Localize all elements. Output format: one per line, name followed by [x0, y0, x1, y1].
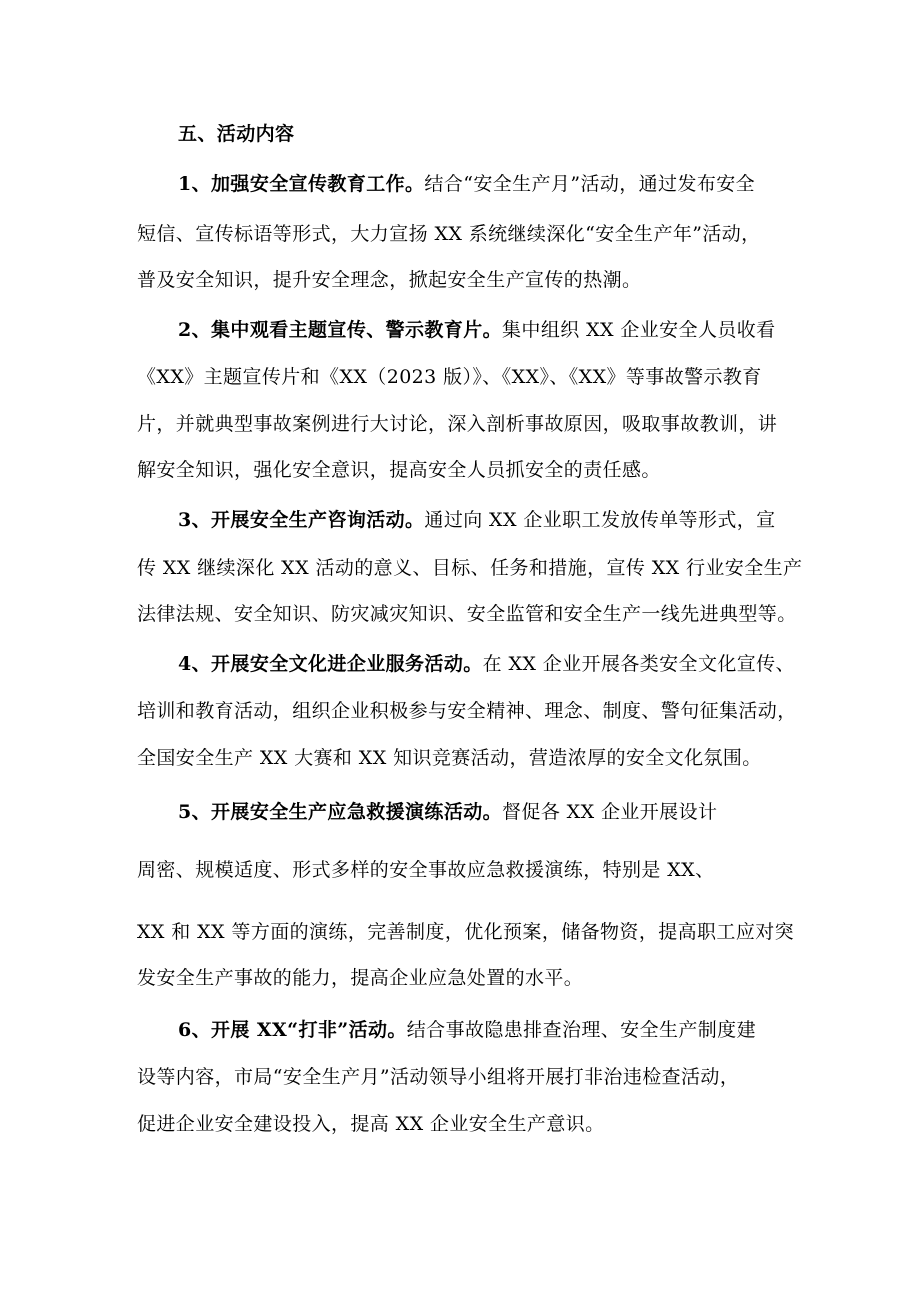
item-2-line-3: 片，并就典型事故案例进行大讨论，深入剖析事故原因，吸取事故教训，讲 [137, 413, 778, 435]
item-1-first-line [178, 172, 755, 196]
item-6-line-3: 促进企业安全建设投入，提高 XX 企业安全生产意识。 [137, 1113, 605, 1135]
item-6-text: 结合事故隐患排查治理、安全生产制度建 [406, 1019, 756, 1041]
item-3-first-line [178, 508, 776, 532]
item-3-line-2: 传 XX 继续深化 XX 活动的意义、目标、任务和措施，宣传 XX 行业安全生产 [137, 557, 803, 579]
item-2-line-2: 《XX》主题宣传片和《XX（2023 版）》、《XX》、《XX》等事故警示教育 [137, 366, 762, 388]
item-3-text: 通过向 XX 企业职工发放传单等形式，宣 [424, 509, 776, 531]
item-4-line-3: 全国安全生产 XX 大赛和 XX 知识竞赛活动，营造浓厚的安全文化氛围。 [137, 747, 762, 769]
item-3-title: 3、开展安全生产咨询活动。 [178, 509, 425, 531]
item-2-line-4: 解安全知识，强化安全意识，提高安全人员抓安全的责任感。 [137, 459, 661, 481]
item-4-title: 4、开展安全文化进企业服务活动。 [178, 653, 483, 675]
item-1-line-3: 普及安全知识，提升安全理念，掀起安全生产宣传的热潮。 [137, 269, 642, 291]
item-1-line-2: 短信、宣传标语等形式，大力宣扬 XX 系统继续深化“安全生产年”活动， [137, 223, 761, 245]
item-1-text: 结合“安全生产月”活动，通过发布安全 [424, 173, 756, 195]
item-2-first-line [178, 318, 776, 342]
item-5-first-line [178, 800, 717, 824]
item-5-title: 5、开展安全生产应急救援演练活动。 [178, 801, 503, 823]
item-6-first-line [178, 1018, 756, 1042]
item-4-text: 在 XX 企业开展各类安全文化宣传、 [482, 653, 795, 675]
item-1-title: 1、加强安全宣传教育工作。 [178, 173, 425, 195]
item-5-line-4: 发安全生产事故的能力，提高企业应急处置的水平。 [137, 967, 584, 989]
item-4-line-2: 培训和教育活动，组织企业积极参与安全精神、理念、制度、警句征集活动， [137, 700, 797, 722]
item-4-first-line [178, 652, 795, 676]
item-3-line-3: 法律法规、安全知识、防灾减灾知识、安全监管和安全生产一线先进典型等。 [137, 603, 797, 625]
item-5-text: 督促各 XX 企业开展设计 [502, 801, 718, 823]
item-2-title: 2、集中观看主题宣传、警示教育片。 [178, 319, 503, 341]
item-2-text: 集中组织 XX 企业安全人员收看 [502, 319, 776, 341]
item-6-line-2: 设等内容，市局“安全生产月”活动领导小组将开展打非治违检查活动， [137, 1066, 740, 1088]
item-6-title: 6、开展 XX“打非”活动。 [178, 1019, 407, 1041]
item-5-line-3: XX 和 XX 等方面的演练，完善制度，优化预案，储备物资，提高职工应对突 [137, 921, 795, 943]
item-5-line-2: 周密、规模适度、形式多样的安全事故应急救援演练，特别是 XX、 [137, 859, 715, 881]
section-heading: 五、活动内容 [178, 123, 295, 145]
